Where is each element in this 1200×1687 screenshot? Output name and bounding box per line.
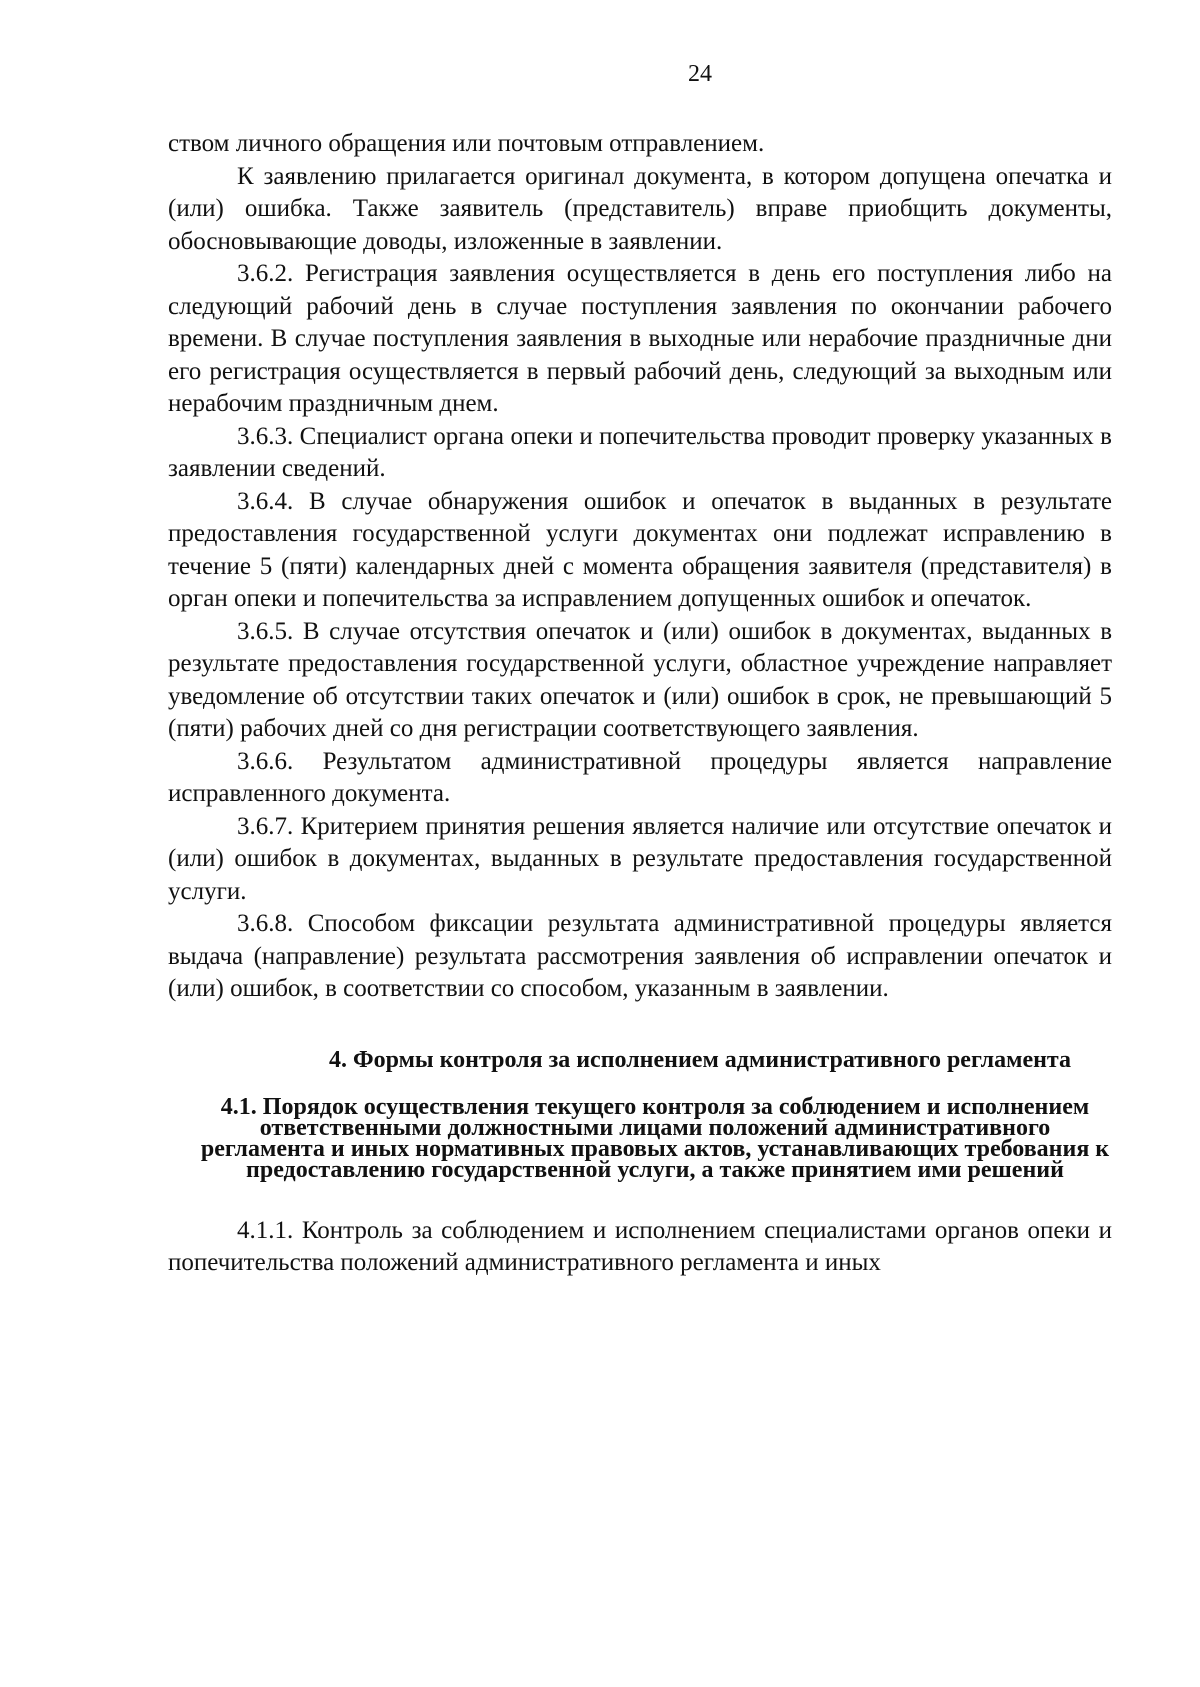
section-4-1-heading: 4.1. Порядок осуществления текущего контроля за соблюдением и исполнением ответственными должностными лицами положений административного регламента и иных нормативных правовых актов, устанавливающих требования к предоставлению государственной услуги, а также принятием ими решений [200, 1093, 1110, 1183]
page-number: 24 [688, 61, 712, 87]
paragraph-3-6-8: 3.6.8. Способом фиксации результата административной процедуры является выдача (направление) результата рассмотрения заявления об исправлении опечаток и (или) ошибок, в соответствии со способом, указанным в заявлении. [168, 910, 1112, 1002]
paragraph-4-1-1: 4.1.1. Контроль за соблюдением и исполнением специалистами органов опеки и попечительства положений административного регламента и иных [168, 1216, 1112, 1276]
paragraph-3-6-4: 3.6.4. В случае обнаружения ошибок и опечаток в выданных в результате предоставления государственной услуги документах они подлежат исправлению в течение 5 (пяти) календарных дней с момента обращения заявителя (представителя) в орган опеки и попечительства за исправлением допущенных ошибок и опечаток. [168, 487, 1112, 612]
paragraph-3-6-5: 3.6.5. В случае отсутствия опечаток и (или) ошибок в документах, выданных в результате предоставления государственной услуги, областное учреждение направляет уведомление об отсутствии таких опечаток и (или) ошибок в срок, не превышающий 5 (пяти) рабочих дней со дня регистрации соответствующего заявления. [168, 617, 1112, 742]
paragraph-continuation: ством личного обращения или почтовым отправлением. [168, 130, 765, 157]
paragraph-3-6-2: 3.6.2. Регистрация заявления осуществляется в день его поступления либо на следующий рабочий день в случае поступления заявления по окончании рабочего времени. В случае поступления заявления в выходные или нерабочие праздничные дни его регистрация осуществляется в первый рабочий день, следующий за выходным или нерабочим праздничным днем. [168, 260, 1112, 417]
document-body [168, 128, 1112, 1280]
paragraph-3-6-7: 3.6.7. Критерием принятия решения является наличие или отсутствие опечаток и (или) ошибок в документах, выданных в результате предоставления государственной услуги. [168, 812, 1112, 905]
paragraph-3-6-3: 3.6.3. Специалист органа опеки и попечительства проводит проверку указанных в заявлении сведений. [168, 422, 1112, 482]
paragraph-3-6-6: 3.6.6. Результатом административной процедуры является направление исправленного документа. [168, 747, 1112, 807]
section-4-heading: 4. Формы контроля за исполнением административного регламента [328, 1046, 1072, 1073]
paragraph-attachment: К заявлению прилагается оригинал документа, в котором допущена опечатка и (или) ошибка. Также заявитель (представитель) вправе приобщить документы, обосновывающие доводы, изложенные в заявлении. [168, 162, 1112, 255]
